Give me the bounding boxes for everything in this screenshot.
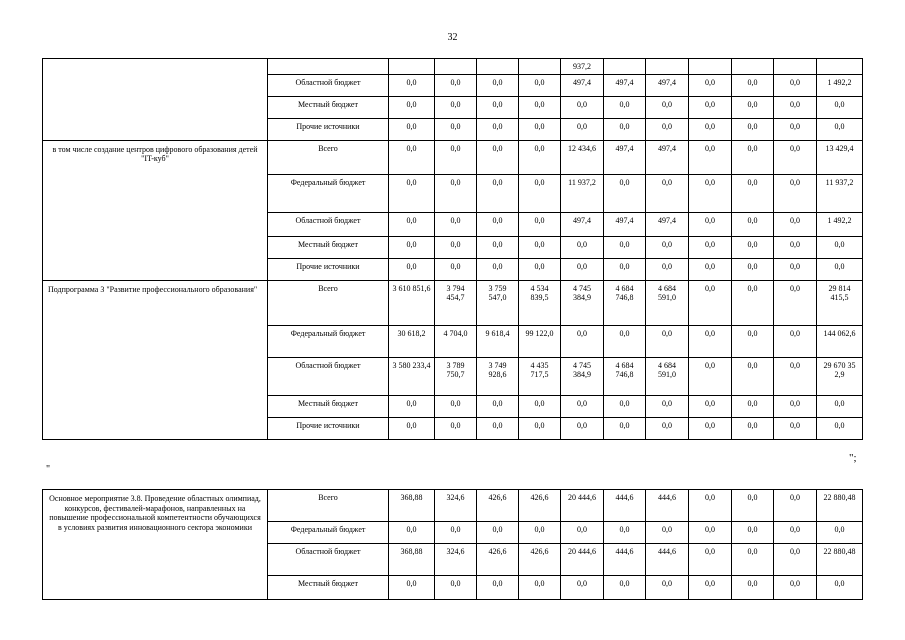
value-cell: 4 745 384,9 [561,357,604,395]
value-cell: 426,6 [477,490,519,522]
value-cell: 4 684 591,0 [646,357,689,395]
value-cell: 0,0 [732,174,774,212]
funding-source: Местный бюджет [268,576,389,600]
opening-quote-mark: " [46,464,51,475]
value-cell: 0,0 [477,576,519,600]
value-cell: 0,0 [689,490,732,522]
value-cell: 20 444,6 [561,490,604,522]
value-cell: 0,0 [519,96,561,118]
value-cell: 0,0 [435,74,477,96]
value-cell: 0,0 [774,236,817,258]
value-cell: 0,0 [519,395,561,417]
value-cell: 4 435 717,5 [519,357,561,395]
value-cell: 1 492,2 [817,212,863,236]
value-cell: 0,0 [732,118,774,140]
value-cell: 0,0 [689,522,732,544]
value-cell: 0,0 [732,96,774,118]
value-cell: 0,0 [732,490,774,522]
value-cell: 1 492,2 [817,74,863,96]
value-cell: 368,88 [389,544,435,576]
funding-source: Местный бюджет [268,236,389,258]
value-cell: 0,0 [774,544,817,576]
funding-source: Федеральный бюджет [268,325,389,357]
value-cell: 0,0 [646,576,689,600]
value-cell: 0,0 [435,417,477,439]
value-cell: 0,0 [389,96,435,118]
value-cell [817,59,863,75]
value-cell: 12 434,6 [561,140,604,174]
funding-source: Местный бюджет [268,96,389,118]
value-cell: 0,0 [817,236,863,258]
funding-source: Областной бюджет [268,74,389,96]
value-cell: 4 534 839,5 [519,280,561,325]
value-cell: 9 618,4 [477,325,519,357]
funding-source: Всего [268,490,389,522]
funding-source: Местный бюджет [268,395,389,417]
value-cell: 0,0 [561,258,604,280]
value-cell: 0,0 [561,96,604,118]
value-cell: 0,0 [389,395,435,417]
value-cell: 0,0 [435,174,477,212]
value-cell: 4 684 746,8 [604,357,646,395]
value-cell: 0,0 [604,522,646,544]
value-cell: 0,0 [435,522,477,544]
value-cell: 0,0 [646,395,689,417]
value-cell: 0,0 [732,544,774,576]
value-cell: 22 880,48 [817,490,863,522]
table-row [43,59,863,75]
funding-source: Областной бюджет [268,357,389,395]
value-cell: 0,0 [561,118,604,140]
value-cell: 0,0 [435,258,477,280]
value-cell: 0,0 [732,236,774,258]
value-cell: 444,6 [646,490,689,522]
value-cell: 0,0 [477,258,519,280]
value-cell: 0,0 [817,395,863,417]
value-cell: 0,0 [774,174,817,212]
value-cell [774,59,817,75]
value-cell: 4 684 591,0 [646,280,689,325]
value-cell: 99 122,0 [519,325,561,357]
row-description: в том числе создание центров цифрового образования детей "IT-куб" [43,140,268,280]
value-cell: 0,0 [774,576,817,600]
value-cell [689,59,732,75]
value-cell: 0,0 [732,140,774,174]
value-cell: 0,0 [774,74,817,96]
value-cell: 0,0 [477,174,519,212]
value-cell: 0,0 [389,522,435,544]
value-cell: 0,0 [689,236,732,258]
table-row [43,280,863,325]
funding-source [268,59,389,75]
value-cell: 0,0 [604,96,646,118]
value-cell: 0,0 [774,417,817,439]
value-cell: 324,6 [435,490,477,522]
row-description [43,59,268,141]
value-cell: 0,0 [477,212,519,236]
value-cell: 0,0 [646,522,689,544]
value-cell: 0,0 [646,325,689,357]
value-cell: 144 062,6 [817,325,863,357]
value-cell: 0,0 [732,212,774,236]
value-cell: 0,0 [774,395,817,417]
value-cell: 0,0 [817,417,863,439]
page-number: 32 [447,32,458,43]
value-cell: 29 814 415,5 [817,280,863,325]
value-cell: 11 937,2 [817,174,863,212]
value-cell: 0,0 [519,74,561,96]
value-cell: 0,0 [689,258,732,280]
value-cell: 11 937,2 [561,174,604,212]
value-cell: 0,0 [732,522,774,544]
value-cell: 0,0 [774,325,817,357]
value-cell [604,59,646,75]
value-cell: 0,0 [817,118,863,140]
value-cell: 0,0 [389,174,435,212]
value-cell: 4 745 384,9 [561,280,604,325]
value-cell: 0,0 [732,576,774,600]
value-cell: 0,0 [561,325,604,357]
value-cell: 0,0 [389,258,435,280]
value-cell: 0,0 [646,258,689,280]
value-cell: 497,4 [604,74,646,96]
value-cell: 497,4 [646,74,689,96]
value-cell: 4 684 746,8 [604,280,646,325]
value-cell: 0,0 [561,576,604,600]
value-cell: 3 759 547,0 [477,280,519,325]
value-cell: 0,0 [646,96,689,118]
value-cell: 0,0 [519,236,561,258]
value-cell: 0,0 [561,395,604,417]
value-cell: 0,0 [519,118,561,140]
value-cell: 426,6 [519,490,561,522]
table-row [43,140,863,174]
value-cell: 0,0 [689,140,732,174]
value-cell: 0,0 [477,236,519,258]
value-cell: 0,0 [519,140,561,174]
value-cell: 0,0 [604,174,646,212]
value-cell [732,59,774,75]
value-cell: 0,0 [389,74,435,96]
value-cell: 497,4 [561,212,604,236]
value-cell: 0,0 [774,357,817,395]
value-cell: 0,0 [435,576,477,600]
value-cell: 0,0 [519,174,561,212]
value-cell: 0,0 [774,140,817,174]
value-cell: 444,6 [604,544,646,576]
value-cell: 0,0 [689,280,732,325]
funding-source: Прочие источники [268,417,389,439]
value-cell: 0,0 [519,212,561,236]
value-cell: 497,4 [561,74,604,96]
funding-source: Прочие источники [268,258,389,280]
value-cell: 0,0 [389,212,435,236]
value-cell: 0,0 [604,325,646,357]
value-cell: 0,0 [732,325,774,357]
value-cell: 0,0 [561,522,604,544]
value-cell: 426,6 [477,544,519,576]
value-cell: 0,0 [561,236,604,258]
value-cell: 0,0 [389,140,435,174]
value-cell: 444,6 [646,544,689,576]
value-cell: 0,0 [604,576,646,600]
value-cell: 426,6 [519,544,561,576]
value-cell: 0,0 [389,576,435,600]
value-cell: 0,0 [774,280,817,325]
value-cell: 0,0 [604,417,646,439]
value-cell: 0,0 [732,357,774,395]
activity-description: Основное мероприятие 3.8. Проведение областных олимпиад, конкурсов, фестивалей-марафонов, направленных на повышение профессиональной компетентности обучающихся в условиях развития инновационного сектора экономики [43,490,268,600]
funding-source: Федеральный бюджет [268,522,389,544]
value-cell: 0,0 [604,118,646,140]
funding-source: Всего [268,280,389,325]
value-cell [646,59,689,75]
value-cell: 30 618,2 [389,325,435,357]
value-cell: 0,0 [519,576,561,600]
value-cell: 0,0 [519,258,561,280]
value-cell: 368,88 [389,490,435,522]
value-cell: 13 429,4 [817,140,863,174]
value-cell: 0,0 [477,118,519,140]
value-cell: 0,0 [732,74,774,96]
value-cell: 20 444,6 [561,544,604,576]
value-cell: 0,0 [689,576,732,600]
value-cell: 0,0 [435,236,477,258]
value-cell: 0,0 [389,417,435,439]
value-cell: 0,0 [732,280,774,325]
value-cell: 0,0 [774,212,817,236]
value-cell: 0,0 [689,325,732,357]
value-cell: 0,0 [477,417,519,439]
value-cell: 0,0 [774,96,817,118]
value-cell: 497,4 [646,212,689,236]
budget-table-activity-3-8 [42,489,863,600]
value-cell: 0,0 [689,544,732,576]
value-cell: 937,2 [561,59,604,75]
value-cell: 497,4 [604,212,646,236]
value-cell: 0,0 [604,236,646,258]
funding-source: Всего [268,140,389,174]
value-cell: 0,0 [689,357,732,395]
value-cell: 0,0 [435,96,477,118]
value-cell: 3 794 454,7 [435,280,477,325]
table-row [43,490,863,522]
value-cell: 324,6 [435,544,477,576]
value-cell: 0,0 [477,140,519,174]
value-cell: 0,0 [646,174,689,212]
value-cell: 0,0 [435,212,477,236]
value-cell: 497,4 [646,140,689,174]
value-cell: 0,0 [389,118,435,140]
value-cell: 0,0 [817,96,863,118]
value-cell: 0,0 [435,395,477,417]
value-cell: 0,0 [817,576,863,600]
value-cell: 29 670 35 2,9 [817,357,863,395]
value-cell: 22 880,48 [817,544,863,576]
value-cell: 0,0 [689,96,732,118]
value-cell: 0,0 [477,96,519,118]
value-cell: 0,0 [689,118,732,140]
value-cell: 0,0 [732,258,774,280]
value-cell: 0,0 [689,395,732,417]
value-cell: 0,0 [646,118,689,140]
value-cell: 3 749 928,6 [477,357,519,395]
value-cell: 0,0 [604,395,646,417]
value-cell [477,59,519,75]
value-cell: 0,0 [732,395,774,417]
value-cell: 0,0 [732,417,774,439]
value-cell: 0,0 [519,417,561,439]
value-cell: 0,0 [435,140,477,174]
value-cell: 0,0 [689,174,732,212]
value-cell: 0,0 [646,236,689,258]
value-cell: 3 789 750,7 [435,357,477,395]
value-cell: 0,0 [689,212,732,236]
value-cell: 0,0 [477,522,519,544]
value-cell: 0,0 [604,258,646,280]
value-cell: 444,6 [604,490,646,522]
funding-source: Федеральный бюджет [268,174,389,212]
value-cell: 0,0 [689,74,732,96]
value-cell: 0,0 [477,395,519,417]
value-cell: 0,0 [817,258,863,280]
value-cell: 0,0 [519,522,561,544]
funding-source: Прочие источники [268,118,389,140]
value-cell [519,59,561,75]
row-description: Подпрограмма 3 "Развитие профессионального образования" [43,280,268,439]
value-cell: 497,4 [604,140,646,174]
value-cell: 3 580 233,4 [389,357,435,395]
closing-quote-mark: "; [849,452,857,464]
value-cell: 0,0 [435,118,477,140]
value-cell [435,59,477,75]
value-cell: 0,0 [774,522,817,544]
value-cell: 0,0 [774,490,817,522]
value-cell: 0,0 [389,236,435,258]
value-cell [389,59,435,75]
value-cell: 0,0 [689,417,732,439]
value-cell: 0,0 [774,118,817,140]
value-cell: 4 704,0 [435,325,477,357]
value-cell: 0,0 [817,522,863,544]
funding-source: Областной бюджет [268,544,389,576]
value-cell: 3 610 851,6 [389,280,435,325]
value-cell: 0,0 [646,417,689,439]
value-cell: 0,0 [774,258,817,280]
value-cell: 0,0 [477,74,519,96]
budget-table-continued [42,58,863,440]
funding-source: Областной бюджет [268,212,389,236]
value-cell: 0,0 [561,417,604,439]
